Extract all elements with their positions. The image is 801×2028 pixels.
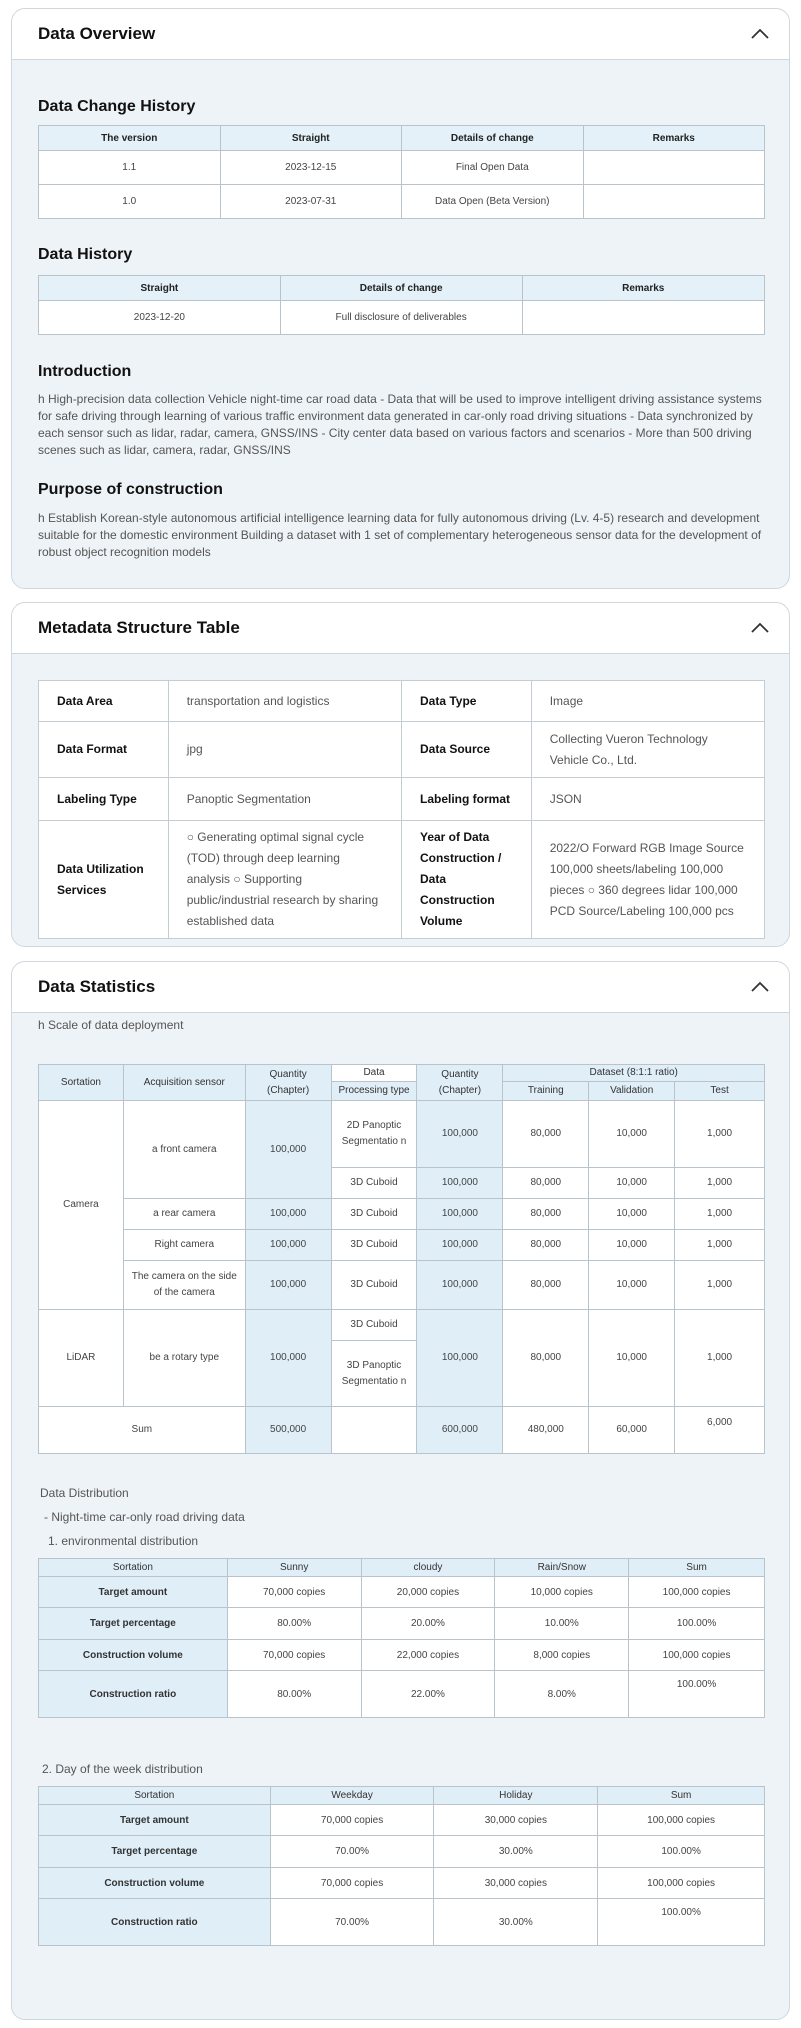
environmental-distribution-table bbox=[38, 1558, 765, 1718]
meta-value: jpg bbox=[168, 722, 401, 778]
table-cell: 3D Cuboid bbox=[331, 1230, 417, 1261]
table-row bbox=[39, 722, 765, 778]
table-cell: 10,000 bbox=[589, 1230, 675, 1261]
day-of-week-distribution-title: 2. Day of the week distribution bbox=[42, 1762, 203, 1776]
table-cell: 22.00% bbox=[361, 1671, 495, 1718]
meta-value: JSON bbox=[531, 778, 764, 821]
table-cell: Construction ratio bbox=[39, 1671, 228, 1718]
data-change-history-title: Data Change History bbox=[38, 98, 196, 115]
table-cell: 1,000 bbox=[675, 1310, 765, 1407]
table-header: Acquisition sensor bbox=[123, 1065, 245, 1101]
table-header: Straight bbox=[220, 126, 402, 151]
table-cell: 100,000 copies bbox=[629, 1640, 765, 1671]
meta-value: 2022/O Forward RGB Image Source 100,000 sheets/labeling 100,000 pieces ○ 360 degrees lidar 100,000 PCD Source/Labeling 100,000 pcs bbox=[531, 821, 764, 939]
table-cell: 100.00% bbox=[598, 1836, 765, 1868]
table-row bbox=[39, 185, 765, 219]
table-cell: Target percentage bbox=[39, 1608, 228, 1640]
table-cell: Target amount bbox=[39, 1805, 271, 1836]
distribution-subtitle: - Night-time car-only road driving data bbox=[44, 1510, 245, 1524]
table-cell: 70,000 copies bbox=[227, 1640, 361, 1671]
scale-note: h Scale of data deployment bbox=[38, 1018, 184, 1032]
table-header: Sortation bbox=[39, 1787, 271, 1805]
table-cell: 100,000 copies bbox=[629, 1577, 765, 1608]
environmental-distribution-title: 1. environmental distribution bbox=[48, 1534, 199, 1548]
table-row bbox=[39, 1899, 765, 1946]
table-row bbox=[39, 1199, 765, 1230]
table-cell: 3D Panoptic Segmentatio n bbox=[331, 1341, 417, 1407]
table-header: Weekday bbox=[270, 1787, 434, 1805]
table-cell: 80,000 bbox=[503, 1168, 589, 1199]
table-cell: 100.00% bbox=[598, 1899, 765, 1946]
table-row bbox=[39, 681, 765, 722]
table-cell: 2023-12-15 bbox=[220, 151, 402, 185]
table-cell: 100,000 bbox=[417, 1101, 503, 1168]
table-row bbox=[39, 1836, 765, 1868]
table-cell: 100,000 bbox=[245, 1310, 331, 1407]
table-header: Processing type bbox=[331, 1082, 417, 1101]
introduction-text: h High-precision data collection Vehicle night-time car road data - Data that will be used to improve intelligent driving assistance systems for safe driving through learning of various traffic environment data generated in car-only road driving situations - Data synchronized by each sensor such as lidar, radar, camera, GNSS/INS - City center data based on various factors and scenarios - More than 500 driving scenes such as lidar, camera, radar, GNSS/INS bbox=[38, 392, 762, 457]
table-cell: 20,000 copies bbox=[361, 1577, 495, 1608]
data-change-history-table bbox=[38, 125, 765, 219]
table-row bbox=[39, 1608, 765, 1640]
meta-key: Data Format bbox=[39, 722, 169, 778]
table-row bbox=[39, 1230, 765, 1261]
table-cell: 10,000 copies bbox=[495, 1577, 629, 1608]
table-cell: 70,000 copies bbox=[270, 1805, 434, 1836]
data-overview-header[interactable] bbox=[12, 9, 789, 60]
table-cell: 20.00% bbox=[361, 1608, 495, 1640]
table-cell: 10.00% bbox=[495, 1608, 629, 1640]
table-cell: Construction volume bbox=[39, 1640, 228, 1671]
table-cell: 10,000 bbox=[589, 1101, 675, 1168]
table-cell: 70,000 copies bbox=[227, 1577, 361, 1608]
table-cell: 100.00% bbox=[629, 1671, 765, 1718]
metadata-title: Metadata Structure Table bbox=[38, 618, 240, 637]
table-cell: 100,000 copies bbox=[598, 1805, 765, 1836]
table-cell: Construction ratio bbox=[39, 1899, 271, 1946]
table-cell: 100,000 bbox=[417, 1230, 503, 1261]
table-header: Details of change bbox=[402, 126, 584, 151]
data-statistics-title: Data Statistics bbox=[38, 977, 156, 996]
table-cell bbox=[331, 1407, 417, 1454]
table-cell: 100,000 bbox=[417, 1310, 503, 1407]
data-overview-title: Data Overview bbox=[38, 24, 156, 43]
table-cell: Construction volume bbox=[39, 1868, 271, 1899]
table-cell: 10,000 bbox=[589, 1310, 675, 1407]
table-cell: 100.00% bbox=[629, 1608, 765, 1640]
table-cell: 480,000 bbox=[503, 1407, 589, 1454]
table-cell: 100,000 bbox=[417, 1168, 503, 1199]
table-cell: 80,000 bbox=[503, 1230, 589, 1261]
table-header: Training bbox=[503, 1082, 589, 1101]
table-cell: 2023-12-20 bbox=[39, 301, 281, 335]
table-cell: 100,000 bbox=[245, 1101, 331, 1199]
table-cell: 1,000 bbox=[675, 1101, 765, 1168]
table-cell: 80,000 bbox=[503, 1261, 589, 1310]
table-header: Rain/Snow bbox=[495, 1559, 629, 1577]
table-cell: LiDAR bbox=[39, 1310, 124, 1407]
table-cell bbox=[522, 301, 765, 335]
table-cell: 100,000 bbox=[417, 1199, 503, 1230]
table-header: Sum bbox=[629, 1559, 765, 1577]
chevron-up-icon[interactable] bbox=[751, 619, 769, 637]
purpose-text: h Establish Korean-style autonomous artificial intelligence learning data for fully autonomous driving (Lv. 4-5) research and development suitable for the domestic environment Building a dataset with 1 set of complementary heterogeneous sensor data for the development of robust object recognition models bbox=[38, 511, 762, 559]
table-cell: 10,000 bbox=[589, 1199, 675, 1230]
table-row bbox=[39, 1101, 765, 1168]
table-cell: a front camera bbox=[123, 1101, 245, 1199]
table-cell: 100,000 bbox=[245, 1199, 331, 1230]
data-statistics-header[interactable] bbox=[12, 962, 789, 1013]
table-row bbox=[39, 151, 765, 185]
table-row bbox=[39, 1407, 765, 1454]
table-row bbox=[39, 1261, 765, 1310]
table-header: Remarks bbox=[583, 126, 765, 151]
table-cell: 80,000 bbox=[503, 1310, 589, 1407]
data-history-table bbox=[38, 275, 765, 335]
meta-key: Data Type bbox=[401, 681, 531, 722]
table-cell: Target percentage bbox=[39, 1836, 271, 1868]
table-cell: Final Open Data bbox=[402, 151, 584, 185]
table-cell: 100,000 bbox=[417, 1261, 503, 1310]
table-row bbox=[39, 1868, 765, 1899]
table-cell: be a rotary type bbox=[123, 1310, 245, 1407]
table-cell: 6,000 bbox=[675, 1407, 765, 1454]
meta-value: transportation and logistics bbox=[168, 681, 401, 722]
table-cell: a rear camera bbox=[123, 1199, 245, 1230]
table-cell: 2023-07-31 bbox=[220, 185, 402, 219]
table-cell: Right camera bbox=[123, 1230, 245, 1261]
table-header: Dataset (8:1:1 ratio) bbox=[503, 1065, 765, 1082]
table-cell: 70,000 copies bbox=[270, 1868, 434, 1899]
purpose-title: Purpose of construction bbox=[38, 481, 223, 498]
table-header: Remarks bbox=[522, 276, 765, 301]
chevron-up-icon[interactable] bbox=[751, 25, 769, 43]
table-cell bbox=[583, 185, 765, 219]
table-header: Data bbox=[331, 1065, 417, 1082]
meta-value: Panoptic Segmentation bbox=[168, 778, 401, 821]
table-cell: Target amount bbox=[39, 1577, 228, 1608]
table-header: Holiday bbox=[434, 1787, 598, 1805]
table-cell: 1,000 bbox=[675, 1261, 765, 1310]
table-cell: 80.00% bbox=[227, 1671, 361, 1718]
table-row bbox=[39, 1310, 765, 1341]
chevron-up-icon[interactable] bbox=[751, 978, 769, 996]
table-cell: 2D Panoptic Segmentatio n bbox=[331, 1101, 417, 1168]
metadata-body bbox=[12, 654, 789, 947]
table-cell: 10,000 bbox=[589, 1261, 675, 1310]
table-cell: 3D Cuboid bbox=[331, 1261, 417, 1310]
data-overview-card bbox=[11, 8, 790, 589]
table-header: Sortation bbox=[39, 1065, 124, 1101]
table-cell: 30,000 copies bbox=[434, 1868, 598, 1899]
data-statistics-card bbox=[11, 961, 790, 2020]
table-cell: 600,000 bbox=[417, 1407, 503, 1454]
table-cell: 70.00% bbox=[270, 1836, 434, 1868]
meta-key: Labeling format bbox=[401, 778, 531, 821]
table-header: Details of change bbox=[280, 276, 522, 301]
meta-key: Data Source bbox=[401, 722, 531, 778]
table-cell: 1,000 bbox=[675, 1199, 765, 1230]
table-cell: 80.00% bbox=[227, 1608, 361, 1640]
table-cell: 3D Cuboid bbox=[331, 1199, 417, 1230]
meta-key: Labeling Type bbox=[39, 778, 169, 821]
table-header: Quantity (Chapter) bbox=[245, 1065, 331, 1101]
table-header: The version bbox=[39, 126, 221, 151]
table-cell: Camera bbox=[39, 1101, 124, 1310]
table-cell: 1.1 bbox=[39, 151, 221, 185]
table-row bbox=[39, 1640, 765, 1671]
table-cell: 10,000 bbox=[589, 1168, 675, 1199]
meta-key: Year of Data Construction / Data Construction Volume bbox=[401, 821, 531, 939]
table-cell: 30.00% bbox=[434, 1836, 598, 1868]
table-cell: 1.0 bbox=[39, 185, 221, 219]
table-row bbox=[39, 301, 765, 335]
table-header: Validation bbox=[589, 1082, 675, 1101]
table-row bbox=[39, 1577, 765, 1608]
data-overview-body bbox=[12, 60, 789, 589]
table-row bbox=[39, 821, 765, 939]
table-cell: 22,000 copies bbox=[361, 1640, 495, 1671]
table-header: Test bbox=[675, 1082, 765, 1101]
meta-key: Data Utilization Services bbox=[39, 821, 169, 939]
table-cell: Full disclosure of deliverables bbox=[280, 301, 522, 335]
metadata-header[interactable] bbox=[12, 603, 789, 654]
table-row bbox=[39, 778, 765, 821]
table-cell: The camera on the side of the camera bbox=[123, 1261, 245, 1310]
meta-value: Image bbox=[531, 681, 764, 722]
table-cell: 500,000 bbox=[245, 1407, 331, 1454]
table-header: Sunny bbox=[227, 1559, 361, 1577]
table-cell: 100,000 copies bbox=[598, 1868, 765, 1899]
table-cell: 30,000 copies bbox=[434, 1805, 598, 1836]
table-row bbox=[39, 1671, 765, 1718]
meta-value: Collecting Vueron Technology Vehicle Co., Ltd. bbox=[531, 722, 764, 778]
introduction-title: Introduction bbox=[38, 363, 132, 380]
table-cell: Data Open (Beta Version) bbox=[402, 185, 584, 219]
meta-value: ○ Generating optimal signal cycle (TOD) through deep learning analysis ○ Supporting public/industrial research by sharing established data bbox=[168, 821, 401, 939]
metadata-card bbox=[11, 602, 790, 947]
table-header: cloudy bbox=[361, 1559, 495, 1577]
table-cell: 30.00% bbox=[434, 1899, 598, 1946]
table-row bbox=[39, 1805, 765, 1836]
table-header: Quantity (Chapter) bbox=[417, 1065, 503, 1101]
table-cell: 3D Cuboid bbox=[331, 1310, 417, 1341]
meta-key: Data Area bbox=[39, 681, 169, 722]
table-cell bbox=[583, 151, 765, 185]
data-statistics-body bbox=[12, 1013, 789, 2020]
data-history-title: Data History bbox=[38, 246, 133, 263]
table-cell: 100,000 bbox=[245, 1261, 331, 1310]
table-cell: 70.00% bbox=[270, 1899, 434, 1946]
table-header: Sum bbox=[598, 1787, 765, 1805]
table-header: Straight bbox=[39, 276, 281, 301]
table-cell: 3D Cuboid bbox=[331, 1168, 417, 1199]
table-cell: 1,000 bbox=[675, 1168, 765, 1199]
table-cell: Sum bbox=[39, 1407, 246, 1454]
table-cell: 60,000 bbox=[589, 1407, 675, 1454]
table-cell: 80,000 bbox=[503, 1199, 589, 1230]
deployment-scale-table bbox=[38, 1064, 765, 1454]
distribution-title: Data Distribution bbox=[40, 1486, 129, 1500]
table-cell: 8.00% bbox=[495, 1671, 629, 1718]
table-cell: 1,000 bbox=[675, 1230, 765, 1261]
table-cell: 100,000 bbox=[245, 1230, 331, 1261]
table-cell: 8,000 copies bbox=[495, 1640, 629, 1671]
day-of-week-distribution-table bbox=[38, 1786, 765, 1946]
metadata-table bbox=[38, 680, 765, 939]
table-cell: 80,000 bbox=[503, 1101, 589, 1168]
table-header: Sortation bbox=[39, 1559, 228, 1577]
